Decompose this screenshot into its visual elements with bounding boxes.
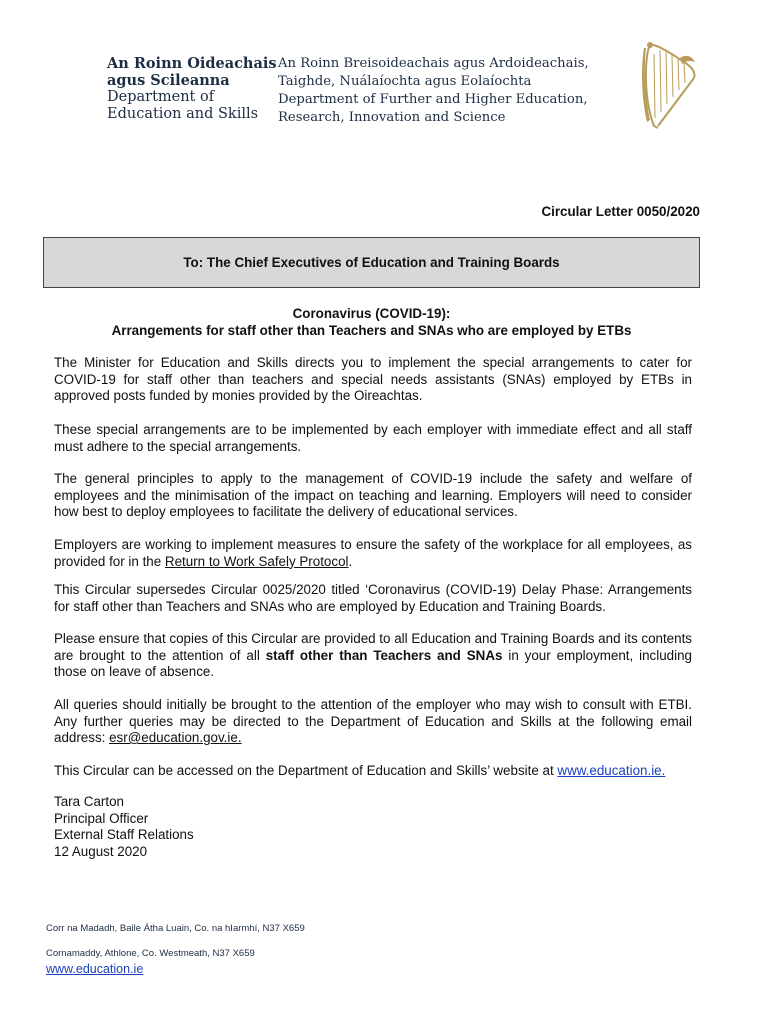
footer-address-irish: Corr na Madadh, Baile Átha Luain, Co. na hIarmhí, N37 X659 [46,923,305,934]
dept2-line2: Taighde, Nuálaíochta agus Eolaíochta [278,74,532,89]
letter-date: 12 August 2020 [54,843,148,859]
paragraph-directive: The Minister for Education and Skills directs you to implement the special arrangements to cater for COVID-19 for staff other than teachers and special needs assistants (SNAs) employed by ETBs in approved posts funded by monies provided by the Oireachtas. [54,355,692,403]
p4-text-after: . [348,553,353,569]
signatory-name: Tara Carton [54,794,124,809]
harp-emblem-icon [640,40,700,132]
paragraph-queries [54,697,692,747]
p6-text-before: Please ensure that copies of this Circular are provided to all Education and Training Boards and its contents are brought to the attention of all [54,631,692,663]
return-to-work-protocol-link[interactable]: Return to Work Safely Protocol [164,553,349,569]
circular-number: Circular Letter 0050/2020 [541,204,700,219]
signatory-title: Principal Officer [54,810,149,826]
p6-bold-staff: staff other than Teachers and SNAs [265,647,503,663]
dept-irish-name-line2: agus Scileanna [107,72,230,89]
signature-block [54,794,194,860]
subject-line2: Arrangements for staff other than Teachers and SNAs who are employed by ETBs [111,323,632,338]
paragraph-supersedes: This Circular supersedes Circular 0025/2020 titled ‘Coronavirus (COVID-19) Delay Phase: Arrangements for staff other than Teachers and SNAs who are employed by Education and Training Boards. [54,582,692,614]
addressee-box [43,237,700,288]
dept-english-name-line1: Department of [107,89,215,105]
dept-irish-name-line1: An Roinn Oideachais [107,55,277,72]
education-website-link[interactable]: www.education.ie. [557,763,666,778]
p4-text-before: Employers are working to implement measures to ensure the safety of the workplace for all employees, as provided for in the [54,537,692,569]
dept2-line1: An Roinn Breisoideachais agus Ardoideachais, [278,56,589,71]
subject-line1: Coronavirus (COVID-19): [292,306,451,321]
signatory-unit: External Staff Relations [54,827,194,842]
paragraph-workplace-safety [54,537,692,570]
dept2-line4: Research, Innovation and Science [278,110,506,125]
p8-text-before: This Circular can be accessed on the Department of Education and Skills’ website at [54,763,558,778]
dept-further-higher-education-wordmark [278,55,589,127]
addressee-text: To: The Chief Executives of Education and Training Boards [183,255,560,270]
footer-address-english: Cornamaddy, Athlone, Co. Westmeath, N37 X659 [46,948,255,959]
paragraph-website [54,763,692,780]
paragraph-general-principles: The general principles to apply to the management of COVID-19 include the safety and welfare of employees and the minimisation of the impact on teaching and learning. Employers will need to consider how best to deploy employees to facilitate the delivery of educational services. [54,471,692,519]
esr-email-link[interactable]: esr@education.gov.ie. [109,730,242,745]
paragraph-implementation: These special arrangements are to be implemented by each employer with immediate effect and all staff must adhere to the special arrangements. [54,422,692,454]
footer-website-link[interactable]: www.education.ie [46,962,144,976]
p7-text-before: All queries should initially be brought to the attention of the employer who may wish to consult with ETBI. Any further queries may be directed to the Department of Education and Skills at the following email address: [54,697,692,745]
dept2-line3: Department of Further and Higher Education, [278,92,588,107]
dept-english-name-line2: Education and Skills [107,106,259,122]
paragraph-distribution [54,631,692,681]
p6-text-after: in your employment, including those on leave of absence. [54,647,692,679]
dept-education-skills-wordmark [107,55,277,123]
subject-heading [43,305,700,339]
